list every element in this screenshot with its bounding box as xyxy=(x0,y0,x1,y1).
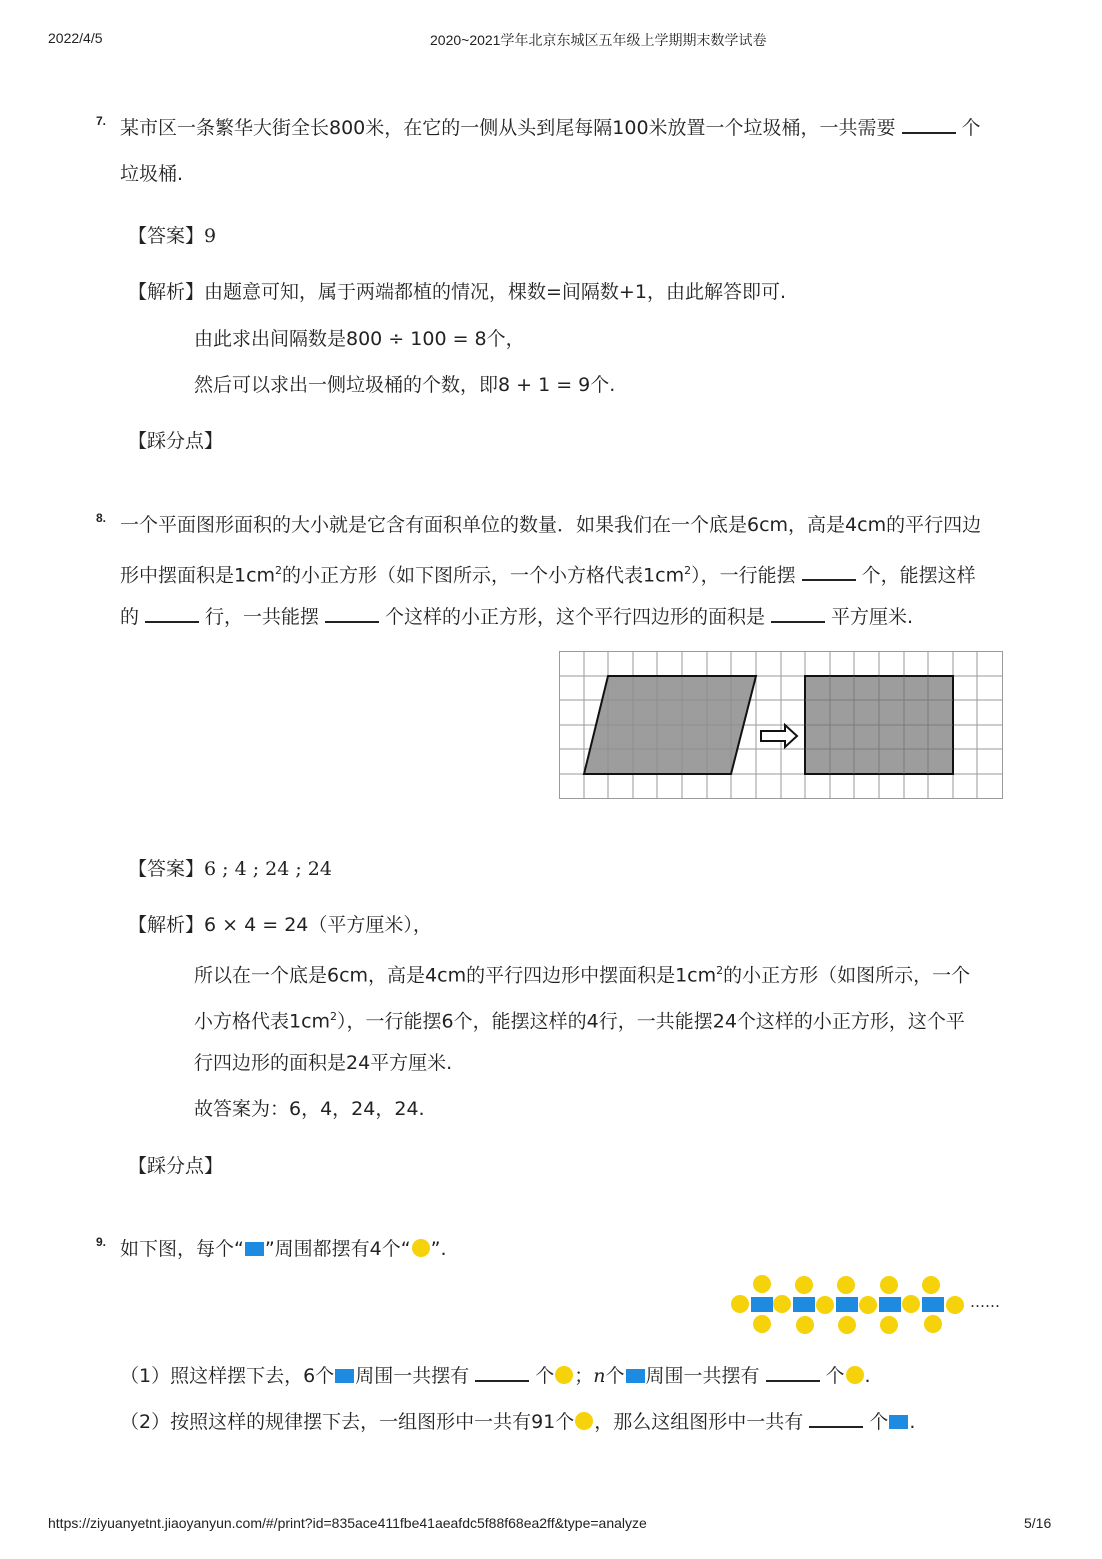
yellow-circle-icon xyxy=(575,1412,593,1430)
analysis-text: 行四边形的面积是24平方厘米. xyxy=(194,1052,453,1074)
analysis-line xyxy=(128,278,786,306)
answer-line xyxy=(128,222,216,250)
question-text-part: ，那么这组图形中一共有 xyxy=(594,1411,804,1433)
page-number: 5/16 xyxy=(1024,1515,1052,1531)
question-text-part: 某市区一条繁华大街全长800米，在它的一侧从头到尾每隔100米放置一个垃圾桶，一共需要 xyxy=(120,117,896,139)
sub-question-number: （1） xyxy=(120,1365,171,1387)
answer-value: 9 xyxy=(204,225,217,247)
analysis-text-part: 小方格代表1cm xyxy=(194,1010,331,1033)
question-text-part: 个 xyxy=(869,1411,889,1433)
question-text-part: 个这样的小正方形，这个平行四边形的面积是 xyxy=(385,606,766,628)
question-text-part: ”周围都摆有4个“ xyxy=(264,1238,411,1260)
question-text-part: ”. xyxy=(430,1238,447,1260)
question-text-continued: 垃圾桶. xyxy=(120,163,184,185)
question-number: 8. xyxy=(96,511,107,525)
question-text-part: ），一行能摆 xyxy=(691,564,796,587)
question-text-part: 行，一共能摆 xyxy=(205,606,320,628)
yellow-circle-icon xyxy=(555,1366,573,1384)
superscript: 2 xyxy=(684,564,692,577)
analysis-text xyxy=(194,1003,965,1035)
question-text-part: 个 xyxy=(961,117,981,139)
analysis-text-part: 的小正方形（如图所示，一个 xyxy=(723,964,971,987)
analysis-label: 【解析】 xyxy=(128,281,205,303)
question-text-part: . xyxy=(864,1365,871,1387)
analysis-text xyxy=(194,957,970,989)
answer-value: 6 ; 4 ; 24 ; 24 xyxy=(204,858,332,880)
question-number: 9. xyxy=(96,1235,107,1249)
document-title: 2020~2021学年北京东城区五年级上学期期末数学试卷 xyxy=(430,32,767,48)
question-text-part: 如下图，每个“ xyxy=(120,1238,244,1260)
analysis-text: 由此求出间隔数是800 ÷ 100 = 8个， xyxy=(194,328,525,350)
answer-blank[interactable] xyxy=(802,563,856,581)
blue-square-icon xyxy=(626,1369,645,1383)
answer-line xyxy=(128,855,332,883)
question-text-continued xyxy=(120,557,976,589)
question-text-part: 按照这样的规律摆下去，一组图形中一共有91个 xyxy=(170,1411,575,1433)
question-text: 一个平面图形面积的大小就是它含有面积单位的数量．如果我们在一个底是6cm，高是4cm的平行四边 xyxy=(120,514,982,536)
question-text xyxy=(120,1235,447,1263)
sub-question-2 xyxy=(120,1408,915,1436)
parallelogram-shape xyxy=(584,676,756,774)
superscript: 2 xyxy=(716,964,724,977)
superscript: 2 xyxy=(275,564,283,577)
question-text-part: ； xyxy=(574,1365,594,1387)
question-text-part: 平方厘米. xyxy=(831,606,914,628)
answer-label: 【答案】 xyxy=(128,858,205,880)
analysis-text-part: 所以在一个底是6cm，高是4cm的平行四边形中摆面积是1cm xyxy=(194,964,717,987)
answer-blank[interactable] xyxy=(475,1364,529,1382)
superscript: 2 xyxy=(330,1010,338,1023)
question-number: 7. xyxy=(96,114,107,128)
pattern-ellipsis: …… xyxy=(970,1293,1000,1311)
question-text-part: 的小正方形（如下图所示，一个小方格代表1cm xyxy=(282,564,685,587)
sub-question-1 xyxy=(120,1362,871,1390)
question-text-part: 个，能摆这样 xyxy=(861,564,976,587)
question-text-part: 个 xyxy=(825,1365,845,1387)
answer-blank[interactable] xyxy=(809,1410,863,1428)
score-point-label: 【踩分点】 xyxy=(128,1155,224,1177)
analysis-line xyxy=(128,911,432,939)
analysis-text: 6 × 4 = 24（平方厘米）， xyxy=(204,914,432,936)
question-text-part: 的 xyxy=(120,606,140,628)
analysis-text: 由题意可知，属于两端都植的情况，棵数=间隔数+1，由此解答即可. xyxy=(204,281,786,303)
sub-question-number: （2） xyxy=(120,1411,171,1433)
blue-square-icon xyxy=(889,1415,908,1429)
question-text-part: 个 xyxy=(535,1365,555,1387)
blue-square-icon xyxy=(335,1369,354,1383)
page-url: https://ziyuanyetnt.jiaoyanyun.com/#/print?id=835ace411fbe41aeafdc5f88f68ea2ff&type=analyze xyxy=(48,1515,647,1531)
right-arrow-icon xyxy=(761,725,797,747)
answer-blank[interactable] xyxy=(145,605,199,623)
analysis-text-part: ），一行能摆6个，能摆这样的4行，一共能摆24个这样的小正方形，这个平 xyxy=(337,1010,965,1033)
answer-blank[interactable] xyxy=(771,605,825,623)
parallelogram-grid-figure xyxy=(559,651,1003,799)
analysis-label: 【解析】 xyxy=(128,914,205,936)
yellow-circle-icon xyxy=(846,1366,864,1384)
answer-blank[interactable] xyxy=(766,1364,820,1382)
question-text-part: 照这样摆下去，6个 xyxy=(170,1365,335,1387)
analysis-text: 故答案为：6，4，24，24. xyxy=(194,1098,425,1120)
blue-square-icon xyxy=(245,1242,264,1256)
question-text-continued xyxy=(120,603,913,631)
question-text-part: . xyxy=(909,1411,916,1433)
answer-label: 【答案】 xyxy=(128,225,205,247)
question-text xyxy=(120,114,981,142)
answer-blank[interactable] xyxy=(902,116,956,134)
score-point-label: 【踩分点】 xyxy=(128,430,224,452)
analysis-text: 然后可以求出一侧垃圾桶的个数，即8 + 1 = 9个. xyxy=(194,374,616,396)
question-text-part: 个 xyxy=(605,1365,625,1387)
variable-n: n xyxy=(593,1365,606,1387)
print-date: 2022/4/5 xyxy=(48,30,103,46)
answer-blank[interactable] xyxy=(325,605,379,623)
yellow-circle-icon xyxy=(412,1239,430,1257)
question-text-part: 周围一共摆有 xyxy=(355,1365,470,1387)
question-text-part: 周围一共摆有 xyxy=(645,1365,760,1387)
square-circle-pattern-figure xyxy=(728,1272,968,1338)
question-text-part: 形中摆面积是1cm xyxy=(120,564,276,587)
